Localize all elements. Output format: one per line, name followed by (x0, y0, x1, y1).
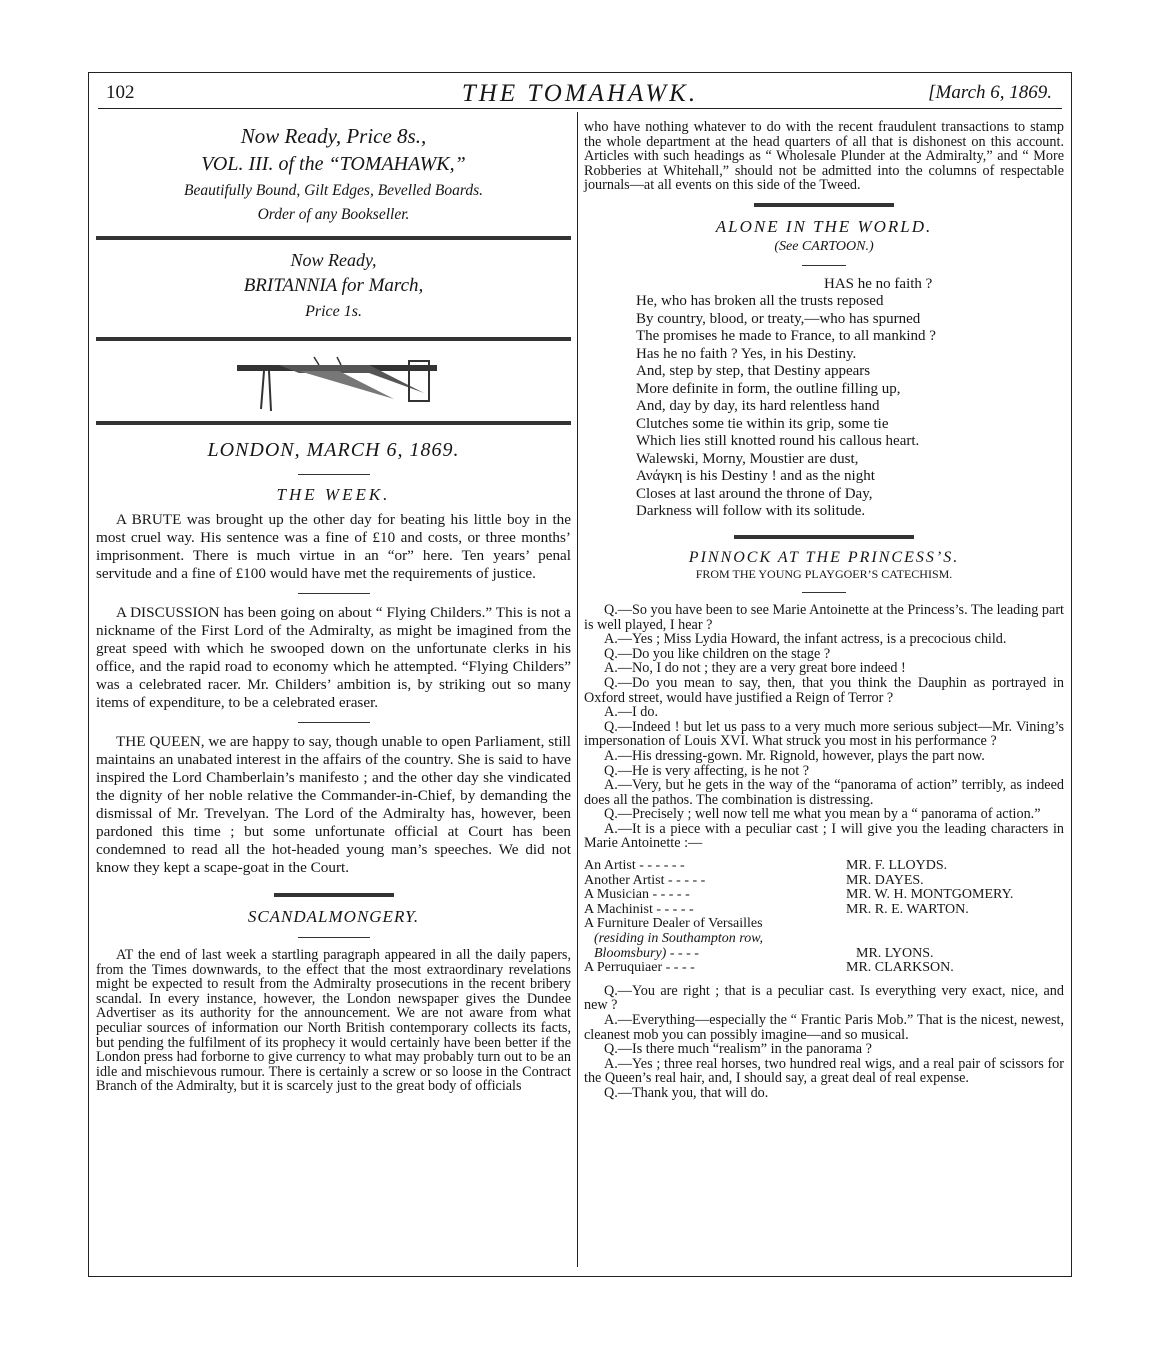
ad-vol-line1: Now Ready, Price 8s., (240, 124, 427, 148)
pinnock-rule (802, 592, 846, 593)
cast-actor: MR. F. LLOYDS. (846, 858, 948, 874)
poem-line: Darkness will follow with its solitude. (636, 503, 866, 520)
catechism-line: Q.—Do you mean to say, then, that you think the Dauphin as portrayed in Oxford street, would have justified a Reign of Terror ? (584, 674, 1064, 706)
ad-vol-line4: Order of any Bookseller. (257, 206, 410, 223)
right-border (1071, 72, 1072, 1277)
poem-line: Which lies still knotted round his callous heart. (636, 433, 920, 450)
left-border (88, 72, 89, 1277)
poem-line: Closes at last around the throne of Day, (636, 485, 873, 502)
catechism-line: Q.—Thank you, that will do. (604, 1084, 769, 1101)
poem-line: Ανάγκη is his Destiny ! and as the night (636, 468, 875, 485)
ad-divider-2 (96, 337, 571, 341)
issue-date: [March 6, 1869. (928, 82, 1052, 103)
newspaper-page (88, 72, 1072, 1277)
catechism-part-2 (584, 984, 1064, 1101)
catechism-line: A.—Very, but he gets in the way of the “panorama of action” terribly, as indeed does all the pathos. The combination is distressing. (584, 777, 1064, 808)
left-column (96, 112, 571, 1094)
cast-role: Another Artist - - - - - (584, 872, 706, 888)
week-item-1: A BRUTE was brought up the other day for beating his little boy in the most cruel way. His sentence was a fine of £10 and costs, or three months’ imprisonment. There is much virtue in an “or” here. Ten years’ penal servitude and a fine of £100 would have met the requirements of justice. (96, 511, 571, 582)
cast-role: A Furniture Dealer of Versailles (584, 916, 763, 932)
catechism-line: Q.—Is there much “realism” in the panorama ? (604, 1041, 872, 1058)
cast-actor: MR. LYONS. (856, 945, 934, 961)
cast-row (584, 947, 1064, 962)
dateline-rule (298, 474, 370, 475)
cast-list (584, 859, 1064, 976)
poem-line: Clutches some tie within its grip, some tie (636, 415, 889, 432)
catechism-line: Q.—Indeed ! but let us pass to a very much more serious subject—Mr. Vining’s impersonation of Louis XVI. What struck you most in his performance ? (584, 718, 1064, 750)
scandal-text-right: who have nothing whatever to do with the recent fraudulent transactions to stamp the whole department at the head quarters of all that is dishonest on this account. Articles with such headings as “ Wholesale Plunder at the Admiralty,” and “ More Robberies at Whitehall,” should not be admitted into the columns of respectable journals—at all events on this side of the Tweed. (584, 119, 1064, 194)
cast-row (584, 917, 1064, 932)
cast-row (584, 888, 1064, 903)
ad-vol-line2: VOL. III. of the “TOMAHAWK,” (201, 153, 466, 175)
poem-line: HAS he no faith ? (824, 275, 933, 292)
cast-role: Bloomsbury) - - - - (594, 945, 699, 961)
cast-role: A Machinist - - - - - (584, 901, 694, 917)
catechism-line: Q.—Precisely ; well now tell me what you mean by a “ panorama of action.” (604, 806, 1041, 823)
poem (584, 276, 1064, 521)
cast-actor: MR. DAYES. (846, 872, 924, 888)
catechism-line: Q.—You are right ; that is a peculiar cast. Is everything very exact, nice, and new ? (584, 982, 1064, 1014)
right-column (584, 112, 1064, 1101)
catechism-line: Q.—He is very affecting, is he not ? (604, 762, 810, 779)
poem-line: Walewski, Morny, Moustier are dust, (636, 450, 859, 467)
column-divider (577, 112, 578, 1267)
header-rule (98, 108, 1062, 109)
catechism-line: A.—Yes ; Miss Lydia Howard, the infant actress, is a precocious child. (604, 631, 1007, 648)
emblem-divider (96, 421, 571, 425)
tomahawk-emblem (219, 351, 449, 415)
alone-rule (802, 265, 846, 266)
scandal-text-left: AT the end of last week a startling paragraph appeared in all the daily papers, from the Times downwards, to the effect that the most extraordinary revelations might be expected to result from the Admiralty prosecutions in the recent bribery scandal. In every instance, however, the London newspaper gives the Dundee Advertiser as its authority for the announcement. We are not aware from what peculiar sources of information our North British contemporary collects its facts, but pending the fulfilment of its prophecy it would certainly have been better if the London press had forborne to give currency to what may probably turn out to be an idle and mischievous rumour. There is certainly a screw or so loose in the Contract Branch of the Admiralty, but it is scarcely just to the great body of officials (96, 947, 571, 1095)
page-header (88, 82, 1072, 108)
catechism-line: A.—It is a piece with a peculiar cast ; I will give you the leading characters in Marie Antoinette :— (584, 820, 1064, 852)
ad-britannia-line1: Now Ready, (290, 250, 377, 270)
page-number: 102 (106, 82, 135, 103)
alone-subtitle: (See CARTOON.) (774, 238, 874, 254)
ad-vol-line3: Beautifully Bound, Gilt Edges, Bevelled Boards. (183, 182, 484, 199)
dateline: LONDON, MARCH 6, 1869. (207, 439, 460, 461)
catechism-line: A.—I do. (604, 704, 658, 721)
alone-title: ALONE IN THE WORLD. (715, 216, 933, 236)
cast-actor (846, 917, 1064, 932)
poem-line: He, who has broken all the trusts reposed (636, 293, 884, 310)
alone-divider (754, 203, 894, 207)
pinnock-divider (734, 535, 914, 539)
cast-actor (856, 932, 1064, 947)
cast-row (584, 859, 1064, 874)
poem-line: By country, blood, or treaty,—who has spurned (636, 310, 921, 327)
top-border (88, 72, 1072, 73)
poem-line: More definite in form, the outline filling up, (636, 380, 901, 397)
cast-row (584, 932, 1064, 947)
poem-line: Has he no faith ? Yes, in his Destiny. (636, 345, 857, 362)
cast-role: A Perruquiaer - - - - (584, 960, 695, 976)
pinnock-subtitle: FROM THE YOUNG PLAYGOER’S CATECHISM. (695, 566, 953, 581)
week-item-3: THE QUEEN, we are happy to say, though unable to open Parliament, still maintains an unabated interest in the affairs of the country. She is said to have inspired the Lord Chamberlain’s manifesto ; and the other day she vindicated the dignity of her noble relative the Commander-in-Chief, by demanding the dismissal of Mr. Trevelyan. The Lord of the Admiralty has, however, been pardoned this time ; but some unfortunate official at Court has been condemned to read all the hot-headed young man’s speeches. We did not know they kept a scape-goat in the Court. (96, 733, 571, 876)
scandal-divider (274, 893, 394, 897)
week-divider-2 (298, 722, 370, 723)
cast-role: An Artist - - - - - - (584, 858, 685, 874)
pinnock-title: PINNOCK AT THE PRINCESS’S. (688, 548, 960, 566)
cast-actor: MR. CLARKSON. (846, 960, 954, 976)
week-divider-1 (298, 593, 370, 594)
cast-actor: MR. R. E. WARTON. (846, 901, 969, 917)
week-title: THE WEEK. (276, 485, 391, 504)
cast-row (584, 874, 1064, 889)
ad-divider (96, 236, 571, 240)
catechism-line: A.—His dressing-gown. Mr. Rignold, however, plays the part now. (604, 747, 985, 764)
cast-role: A Musician - - - - - (584, 887, 690, 903)
poem-line: And, day by day, its hard relentless hand (636, 398, 880, 415)
poem-line: The promises he made to France, to all mankind ? (636, 328, 936, 345)
ad-britannia-line2: BRITANNIA for March, (243, 275, 424, 296)
cast-role: (residing in Southampton row, (594, 931, 764, 947)
catechism-line: A.—Everything—especially the “ Frantic Paris Mob.” That is the nicest, newest, cleanest mob you can possibly imagine—and so musical. (584, 1012, 1064, 1043)
catechism-line: Q.—So you have been to see Marie Antoinette at the Princess’s. The leading part is well played, I hear ? (584, 601, 1064, 633)
cast-actor: MR. W. H. MONTGOMERY. (846, 887, 1014, 903)
catechism-line: A.—No, I do not ; they are a very great bore indeed ! (604, 660, 906, 677)
masthead: THE TOMAHAWK. (461, 80, 699, 107)
cast-row (584, 961, 1064, 976)
cast-row (584, 903, 1064, 918)
scandal-title: SCANDALMONGERY. (247, 907, 420, 926)
scandal-rule (298, 937, 370, 938)
catechism-line: A.—Yes ; three real horses, two hundred real wigs, and a real pair of scissors for the Queen’s real hair, and, I should say, a great deal of real expense. (584, 1055, 1064, 1087)
bottom-border (88, 1276, 1072, 1277)
catechism-part-1 (584, 603, 1064, 851)
catechism-line: Q.—Do you like children on the stage ? (604, 645, 831, 662)
poem-line: And, step by step, that Destiny appears (636, 363, 871, 380)
week-item-2: A DISCUSSION has been going on about “ Flying Childers.” This is not a nickname of the First Lord of the Admiralty, as might be imagined from the great speed with which he swooped down on the unfortunate clerks in his office, and the rapid road to economy which he attempted. “Flying Childers” was a celebrated racer. Mr. Childers’ ambition is, by striking out so many items of expenditure, to be a celebrated eraser. (96, 604, 571, 711)
ad-britannia-line3: Price 1s. (305, 303, 362, 320)
